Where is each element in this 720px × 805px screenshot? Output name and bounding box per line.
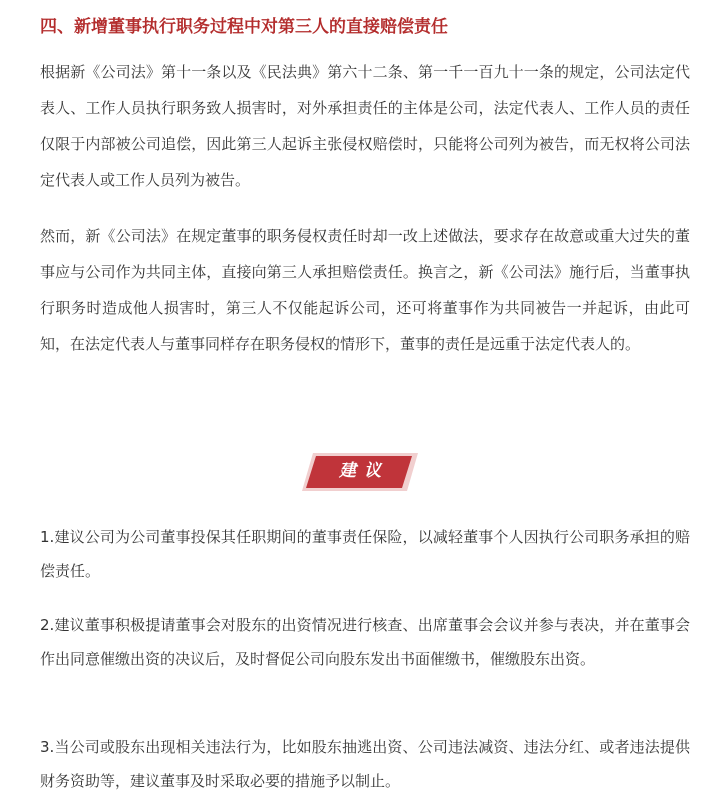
suggestion-item: 3.当公司或股东出现相关违法行为，比如股东抽逃出资、公司违法减资、违法分红、或者违法提供财务资助等，建议董事及时采取必要的措施予以制止。 (40, 738, 690, 790)
suggestion-item: 2.建议董事积极提请董事会对股东的出资情况进行核查、出席董事会会议并参与表决，并在董事会作出同意催缴出资的决议后，及时督促公司向股东发出书面催缴书，催缴股东出资。 (40, 616, 690, 668)
suggestion-banner (300, 452, 420, 492)
banner-label: 建议 (339, 461, 389, 481)
body-paragraph: 然而，新《公司法》在规定董事的职务侵权责任时却一改上述做法，要求存在故意或重大过失的董事应与公司作为共同主体，直接向第三人承担赔偿责任。换言之，新《公司法》施行后，当董事执行职务时造成他人损害时，第三人不仅能起诉公司，还可将董事作为共同被告一并起诉，由此可知，在法定代表人与董事同样存在职务侵权的情形下，董事的责任是远重于法定代表人的。 (40, 227, 690, 353)
section-heading: 四、新增董事执行职务过程中对第三人的直接赔偿责任 (40, 17, 448, 37)
body-paragraph: 根据新《公司法》第十一条以及《民法典》第六十二条、第一千一百九十一条的规定，公司法定代表人、工作人员执行职务致人损害时，对外承担责任的主体是公司，法定代表人、工作人员的责任仅限于内部被公司追偿，因此第三人起诉主张侵权赔偿时，只能将公司列为被告，而无权将公司法定代表人或工作人员列为被告。 (40, 63, 690, 189)
suggestion-item: 1.建议公司为公司董事投保其任职期间的董事责任保险，以减轻董事个人因执行公司职务承担的赔偿责任。 (40, 528, 690, 580)
